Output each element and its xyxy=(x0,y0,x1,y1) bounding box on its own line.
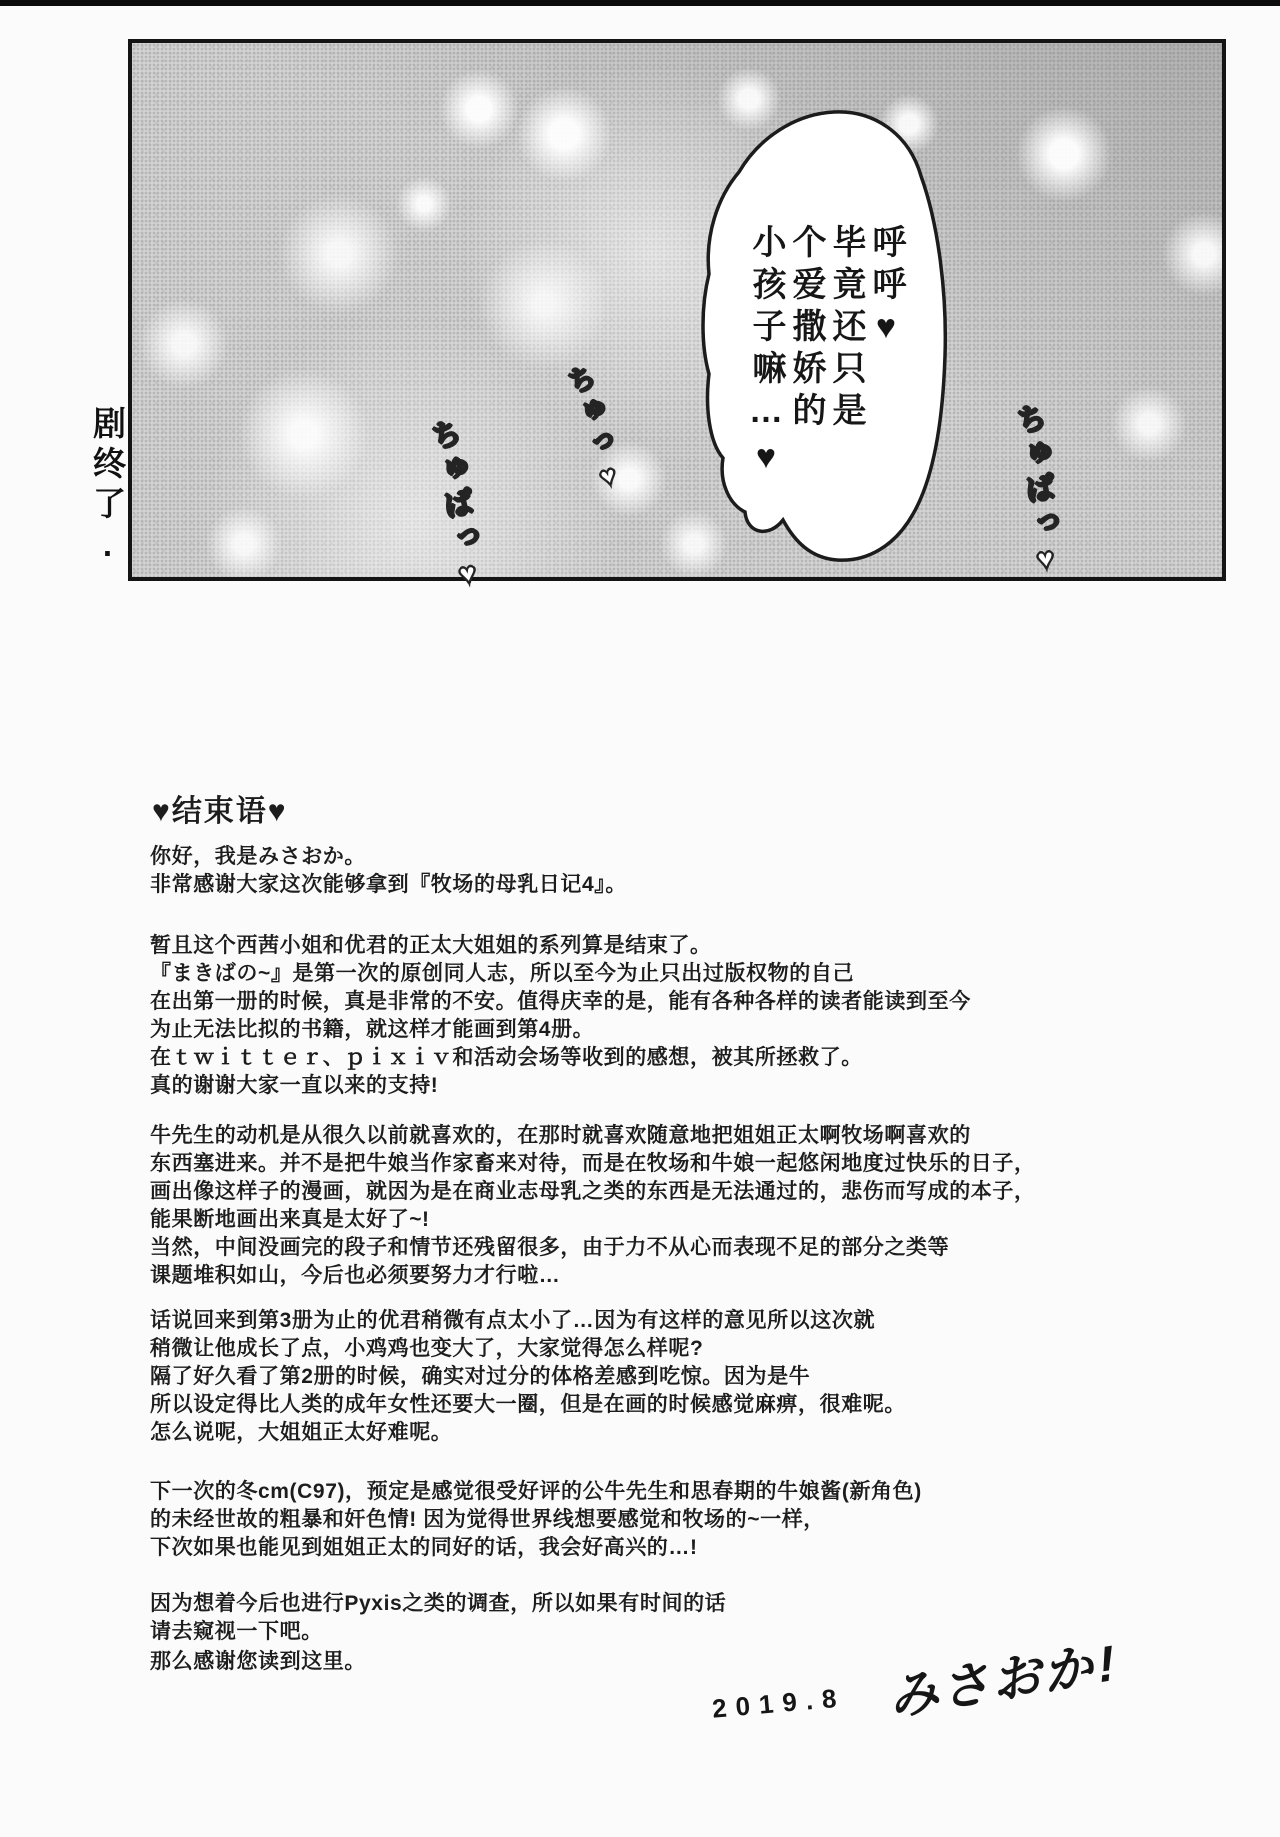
afterword-paragraph-2 xyxy=(150,932,971,1100)
bubble-line: 呼呼♥ xyxy=(867,224,905,354)
text-line: 那么感谢您读到这里。 xyxy=(150,1650,366,1673)
afterword-paragraph-3 xyxy=(150,1122,1036,1290)
text-line: 当然，中间没画完的段子和情节还残留很多，由于力不从心而表现不足的部分之类等 xyxy=(150,1236,950,1259)
afterword-paragraph-4 xyxy=(150,1307,906,1447)
text-line: 下次如果也能见到姐姐正太的同好的话，我会好高兴的…! xyxy=(150,1536,698,1559)
afterword-paragraph-5 xyxy=(150,1478,922,1562)
text-line: 暂且这个西茜小姐和优君的正太大姐姐的系列算是结束了。 xyxy=(150,934,712,957)
text-line: 话说回来到第3册为止的优君稍微有点太小了…因为有这样的意见所以这次就 xyxy=(150,1309,876,1332)
text-line: 『まきばの~』是第一次的原创同人志，所以至今为止只出过版权物的自己 xyxy=(150,962,855,985)
text-line: 真的谢谢大家一直以来的支持! xyxy=(150,1074,439,1097)
bubble-line: 个爱撒娇的 xyxy=(787,224,825,434)
text-line: 为止无法比拟的书籍，就这样才能画到第4册。 xyxy=(150,1018,595,1041)
afterword-paragraph-6 xyxy=(150,1590,726,1646)
end-mark: 剧终了. xyxy=(89,406,126,570)
text-line: 下一次的冬cm(C97)，预定是感觉很受好评的公牛先生和思春期的牛娘酱(新角色) xyxy=(150,1480,922,1503)
sfx-chupa-left: ちゅぱっ♥ xyxy=(424,417,488,599)
text-line: 所以设定得比人类的成年女性还要大一圈，但是在画的时候感觉麻痹，很难呢。 xyxy=(150,1393,906,1416)
text-line: 在ｔｗｉｔｔｅｒ、ｐｉｘｉｖ和活动会场等收到的感想，被其所拯救了。 xyxy=(150,1046,863,1069)
text-line: 你好，我是みさおか。 xyxy=(150,845,366,868)
bubble-line: 小孩子嘛…♥ xyxy=(747,224,785,484)
text-line: 东西塞进来。并不是把牛娘当作家畜来对待，而是在牧场和牛娘一起悠闲地度过快乐的日子， xyxy=(150,1152,1036,1175)
bubble-line: 毕竟还只是 xyxy=(827,224,865,434)
text-line: 牛先生的动机是从很久以前就喜欢的，在那时就喜欢随意地把姐姐正太啊牧场啊喜欢的 xyxy=(150,1124,971,1147)
afterword-paragraph-7 xyxy=(150,1648,366,1676)
afterword-title: ♥结束语♥ xyxy=(152,795,288,828)
text-line: 课题堆积如山，今后也必须要努力才行啦… xyxy=(150,1264,561,1287)
text-line: 能果断地画出来真是太好了~! xyxy=(150,1208,430,1231)
text-line: 的未经世故的粗暴和奸色情! 因为觉得世界线想要感觉和牧场的~一样， xyxy=(150,1508,825,1531)
text-line: 在出第一册的时候，真是非常的不安。值得庆幸的是，能有各种各样的读者能读到至今 xyxy=(150,990,971,1013)
sfx-chu: ちゅっ♥ xyxy=(561,361,629,500)
text-line: 因为想着今后也进行Pyxis之类的调查，所以如果有时间的话 xyxy=(150,1592,727,1615)
sfx-chupa-right: ちゅぱっ♥ xyxy=(1010,401,1065,583)
scan-top-edge xyxy=(0,0,1280,6)
text-line: 隔了好久看了第2册的时候，确实对过分的体格差感到吃惊。因为是牛 xyxy=(150,1365,811,1388)
handwritten-date: 2019.8 xyxy=(710,1682,847,1724)
text-line: 怎么说呢，大姐姐正太好难呢。 xyxy=(150,1421,453,1444)
text-line: 画出像这样子的漫画，就因为是在商业志母乳之类的东西是无法通过的，悲伤而写成的本子， xyxy=(150,1180,1036,1203)
text-line: 稍微让他成长了点，小鸡鸡也变大了，大家觉得怎么样呢? xyxy=(150,1337,704,1360)
speech-bubble-text xyxy=(742,224,906,504)
afterword-paragraph-1 xyxy=(150,843,627,899)
author-signature: みさおか! xyxy=(890,1633,1120,1727)
text-line: 请去窥视一下吧。 xyxy=(150,1620,323,1643)
text-line: 非常感谢大家这次能够拿到『牧场的母乳日记4』。 xyxy=(150,873,627,896)
comic-panel xyxy=(128,39,1226,581)
